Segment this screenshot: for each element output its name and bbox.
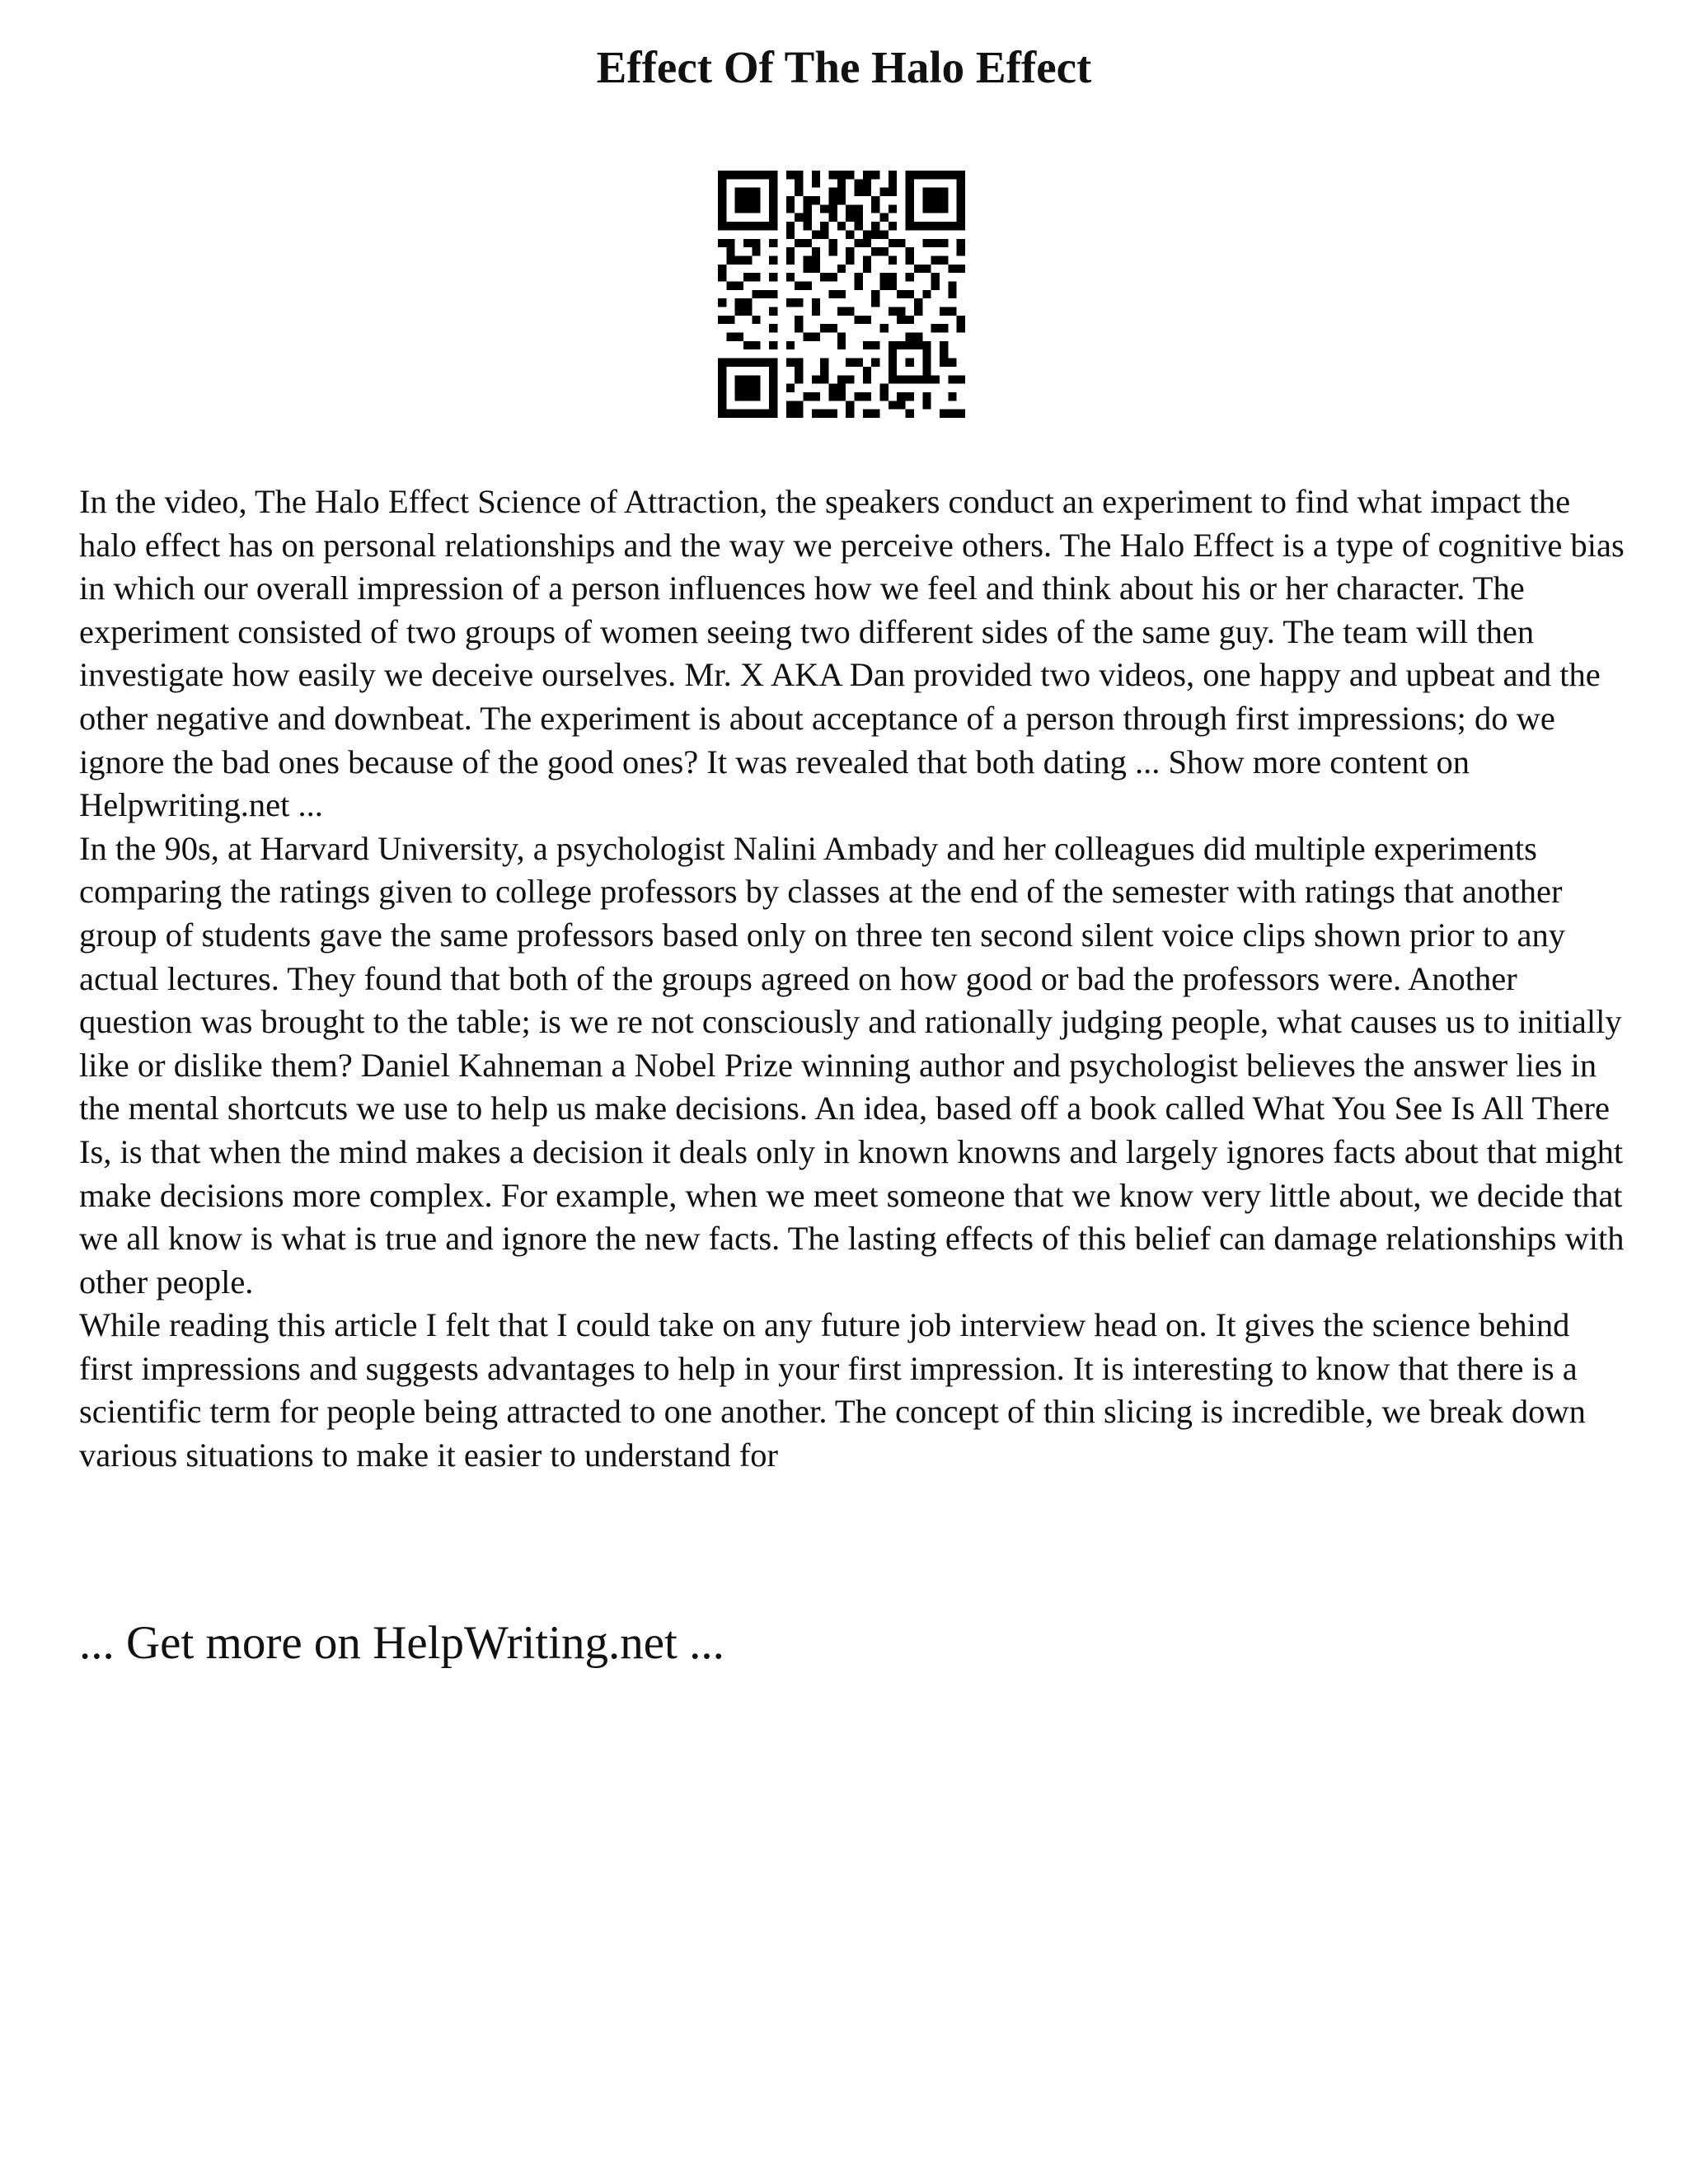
paragraph-2: In the 90s, at Harvard University, a psychologist Nalini Ambady and her colleagues did multiple experiments comparing the ratings given to college professors by classes at the end of the semester with ratings that another group of students gave the same professors based only on three ten second silent voice clips shown prior to any actual lectures. They found that both of the groups agreed on how good or bad the professors were. Another question was brought to the table; is we re not consciously and rationally judging people, what causes us to initially like or dislike them? Daniel Kahneman a Nobel Prize winning author and psychologist believes the answer lies in the mental shortcuts we use to help us make decisions. An idea, based off a book called What You See Is All There Is, is that when the mind makes a decision it deals only in known knowns and largely ignores facts about that might make decisions more complex. For example, when we meet someone that we know very little about, we decide that we all know is what is true and ignore the new facts. The lasting effects of this belief can damage relationships with other people. — [79, 829, 1625, 1301]
document-title: Effect Of The Halo Effect — [596, 42, 1092, 92]
get-more-link[interactable]: ... Get more on HelpWriting.net ... — [79, 1617, 724, 1669]
paragraph-1: In the video, The Halo Effect Science of Attraction, the speakers conduct an experiment to find what impact the halo effect has on personal relationships and the way we perceive others. The Halo Effect is a type of cognitive bias in which our overall impression of a person influences how we feel and think about his or her character. The experiment consisted of two groups of women seeing two different sides of the same guy. The team will then investigate how easily we deceive ourselves. Mr. X AKA Dan provided two videos, one happy and upbeat and the other negative and downbeat. The experiment is about acceptance of a person through first impressions; do we ignore the bad ones because of the good ones? It was revealed that both dating ... Show more content on Helpwriting.net ... — [79, 483, 1625, 824]
qr-code-icon — [718, 171, 965, 418]
paragraph-3: While reading this article I felt that I could take on any future job interview head on. It gives the science behind first impressions and suggests advantages to help in your first impression. It is interesting to know that there is a scientific term for people being attracted to one another. The concept of thin slicing is incredible, we break down various situations to make it easier to understand for — [79, 1306, 1586, 1474]
article-body — [79, 480, 1629, 1478]
